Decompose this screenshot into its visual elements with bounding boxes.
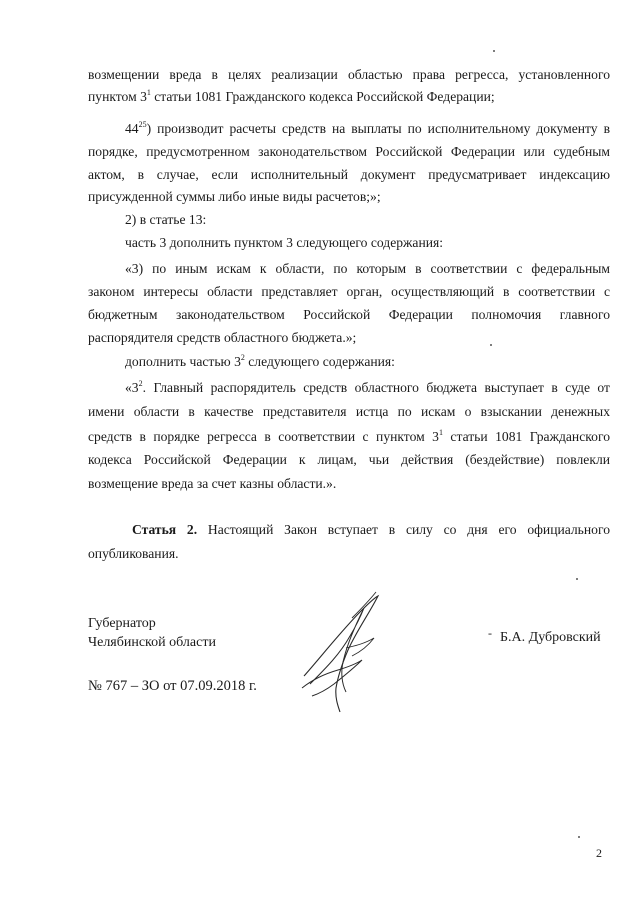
signatory-name: Б.А. Дубровский [500,630,601,645]
text-line: кодекса Российской Федерации к лицам, чьи действия (бездействие) повлекли [88,452,610,467]
scan-speck [490,344,492,346]
page-number: 2 [596,846,602,860]
text-line: часть 3 дополнить пунктом 3 следующего содержания: [125,235,444,250]
text-line: средств в порядке регресса в соответствии с пунктом $3^1$ статьи 1081 Гражданского [88,428,610,444]
text-line: порядке, предусмотренном законодательством Российской Федерации или судебным [88,144,610,159]
text-line: пунктом $3^1$ статьи 1081 Гражданского кодекса Российской Федерации; [88,88,495,104]
text-line: «$3^2$. Главный распорядитель средств областного бюджета выступает в суде от [125,379,610,395]
text-line: законом интересы области представляет орган, осуществляющий в соответствии с [88,284,610,299]
text-line: имени области в качестве представителя истца по искам о взыскании денежных [88,404,610,419]
text-line: опубликования. [88,546,179,561]
article-heading: Статья 2. Настоящий Закон вступает в силу со дня его официального [132,522,610,537]
scan-speck [578,836,580,838]
scan-speck [493,50,495,52]
handwritten-signature [290,588,400,718]
text-line: бюджетным законодательством Российской Федерации полномочия главного [88,307,610,322]
text-line: возмещение вреда за счет казны области.». [88,476,337,491]
text-line: дополнить частью $3^2$ следующего содержания: [125,353,395,369]
signature-mark: - [488,626,492,640]
scan-speck [576,578,578,580]
signatory-title: Губернатор Челябинской области [88,616,216,650]
text-line: распорядителя средств областного бюджета.»; [88,330,357,345]
text-line: «3) по иным искам к области, по которым в соответствии с федеральным [125,261,610,276]
text-line: $44^{25}$) производит расчеты средств на выплаты по исполнительному документу в [125,120,610,136]
text-line: 2) в статье 13: [125,212,207,227]
text-line: возмещении вреда в целях реализации областью права регресса, установленного [88,67,610,82]
text-line: актом, в случае, если исполнительный документ предусматривает индексацию [88,167,610,182]
registration-number: № 767 – ЗО от 07.09.2018 г. [88,678,257,694]
text-line: присужденной суммы либо иные виды расчетов;»; [88,189,381,204]
